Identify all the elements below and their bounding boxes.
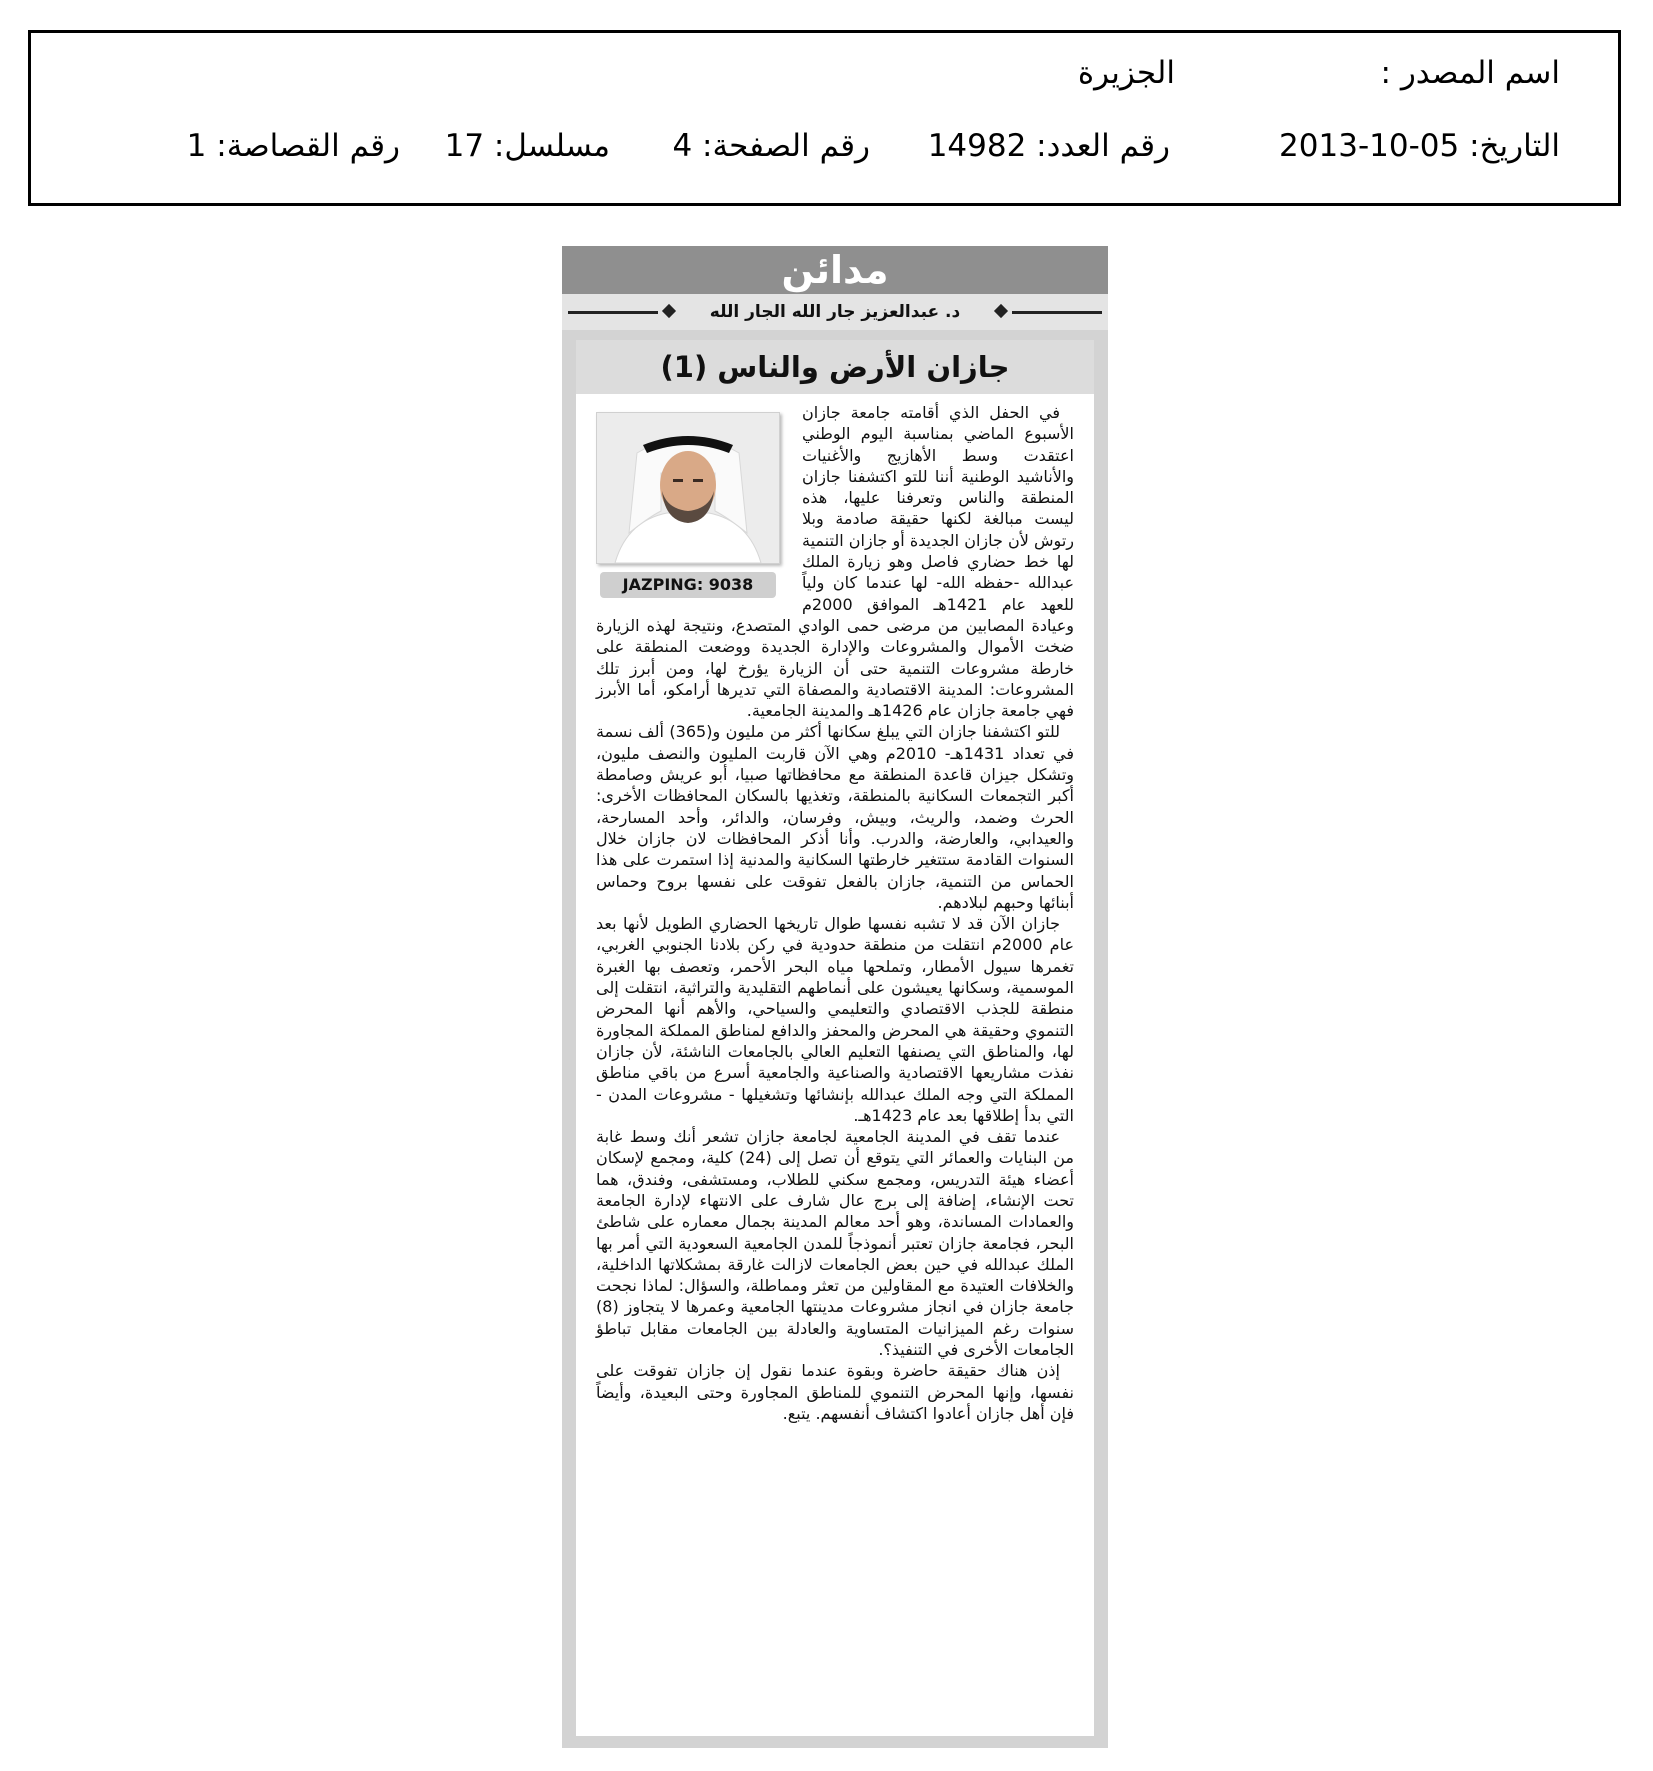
article-panel — [576, 340, 1094, 1736]
column-masthead — [562, 246, 1108, 294]
source-label: اسم المصدر : — [1380, 55, 1560, 91]
source-metadata-box — [28, 30, 1621, 206]
article-body — [596, 402, 1074, 1424]
article-paragraph: عندما تقف في المدينة الجامعية لجامعة جازان تشعر أنك وسط غابة من البنايات والعمائر التي يتوقع أن تصل إلى (24) كلية، ومجمع لإسكان أعضاء هيئة التدريس، ومجمع سكني للطلاب، ومستشفى، وفندق، هما تحت الإنشاء، إضافة إلى برج عال شارف على الانتهاء لإدارة الجامعة والعمادات المساندة، وهو أحد معالم المدينة بجمال معماره على شاطئ البحر، فجامعة جازان تعتبر أنموذجاً للمدن الجامعية السعودية التي أمر بها الملك عبدالله في حين بعض الجامعات لازالت غارقة بمشكلاتها الداخلية، والخلافات العتيدة مع المقاولين من تعثر ومماطلة، والسؤال: لماذا نجحت جامعة جازان في انجاز مشروعات مدينتها الجامعية وعمرها لا يتجاوز (8) سنوات رغم الميزانيات المتساوية والعادلة بين الجامعات مقابل تباطؤ الجامعات الأخرى في التنفيذ؟. — [596, 1127, 1074, 1360]
article-paragraph: للتو اكتشفنا جازان التي يبلغ سكانها أكثر من مليون و(365) ألف نسمة في تعداد 1431هـ- 2010م وهي الآن قاربت المليون والنصف مليون، وتشكل جيزان قاعدة المنطقة مع محافظاتها صبيا، أبو عريش وصامطة أكبر التجمعات السكانية بالمنطقة، وتغذيها بالسكان المحافظات الأخرى: الحرث وضمد، والريث، وبيش، وفرسان، والدائر، وأحد المسارحة، والعيدابي، والعارضة، والدرب. وأنا أذكر المحافظات لان جازان خلال السنوات القادمة ستتغير خارطتها السكانية والمدنية إذا استمرت على هذا الحماس من التنمية، جازان بالفعل تفوقت على نفسها بروح وحماس أبنائها وحبهم لبلادهم. — [596, 722, 1075, 912]
author-byline: د. عبدالعزيز جار الله الجار الله — [709, 302, 961, 322]
page-number-field: رقم الصفحة: 4 — [672, 128, 870, 164]
photo-float-space — [596, 402, 792, 612]
newspaper-clipping — [562, 246, 1108, 1748]
byline-bar — [562, 294, 1108, 330]
headline-band — [576, 340, 1094, 394]
article-headline: جازان الأرض والناس (1) — [660, 350, 1010, 384]
date-field: التاريخ: 05-10-2013 — [1279, 128, 1560, 164]
article-paragraph: جازان الآن قد لا تشبه نفسها طوال تاريخها الحضاري الطويل لأنها بعد عام 2000م انتقلت من منطقة حدودية في ركن بلادنا الجنوبي الغربي، تغمرها سيول الأمطار، وتملحها مياه البحر الأحمر، وتعصف بها الغبرة الموسمية، وسكانها يعيشون على أنماطهم التقليدية والتراثية، انتقلت إلى منطقة للجذب الاقتصادي والتعليمي والسياحي، والأهم أنها المحرض التنموي وحقيقة هي المحرض والمحفز والدافع لمناطق المملكة المجاورة لها، والمناطق التي يصنفها التعليم العالي بالجامعات الناشئة، لأن جازان نفذت مشاريعها الاقتصادية والصناعية والجامعية أسرع من باقي مناطق المملكة التي وجه الملك عبدالله بإنشائها وتشغيلها - مشروعات المدن - التي بدأ إطلاقها بعد عام 1423هـ. — [596, 914, 1075, 1125]
source-name: الجزيرة — [1077, 55, 1175, 91]
article-paragraph: في الحفل الذي أقامته جامعة جازان الأسبوع الماضي بمناسبة اليوم الوطني اعتقدت وسط الأهازيج والأغنيات والأناشيد الوطنية أننا للتو اكتشفنا جازان المنطقة والناس وتعرفنا عليها، هذه ليست مبالغة لكنها حقيقة صادمة وبلا رتوش لأن جازان الجديدة أو جازان التنمية لها خط حضاري فاصل وهو زيارة الملك عبدالله -حفظه الله- لها عندما كان ولياً للعهد عام 1421هـ الموافق 2000م وعيادة المصابين من مرضى حمى الوادي المتصدع، ونتيجة لهذه الزيارة ضخت الأموال والمشروعات والإدارة الجديدة ووضعت المنطقة على خارطة مشروعات التنمية حتى أن الزيارة يؤرخ لها، ومن أبرز تلك المشروعات: المدينة الاقتصادية والمصفاة التي تديرها أرامكو، أما الأبرز فهي جامعة جازان عام 1426هـ والمدينة الجامعية. — [596, 403, 1074, 721]
column-section-title: مدائن — [781, 248, 889, 292]
clip-number-field: رقم القصاصة: 1 — [186, 128, 400, 164]
serial-number-field: مسلسل: 17 — [444, 128, 610, 164]
photo-tag: JAZPING: 9038 — [600, 572, 776, 598]
issue-number-field: رقم العدد: 14982 — [927, 128, 1170, 164]
article-paragraph: إذن هناك حقيقة حاضرة وبقوة عندما نقول إن جازان تفوقت على نفسها، وإنها المحرض التنموي للمناطق المجاورة وحتى البعيدة، وأيضاً فإن أهل جازان أعادوا اكتشاف أنفسهم. يتبع. — [596, 1361, 1074, 1423]
